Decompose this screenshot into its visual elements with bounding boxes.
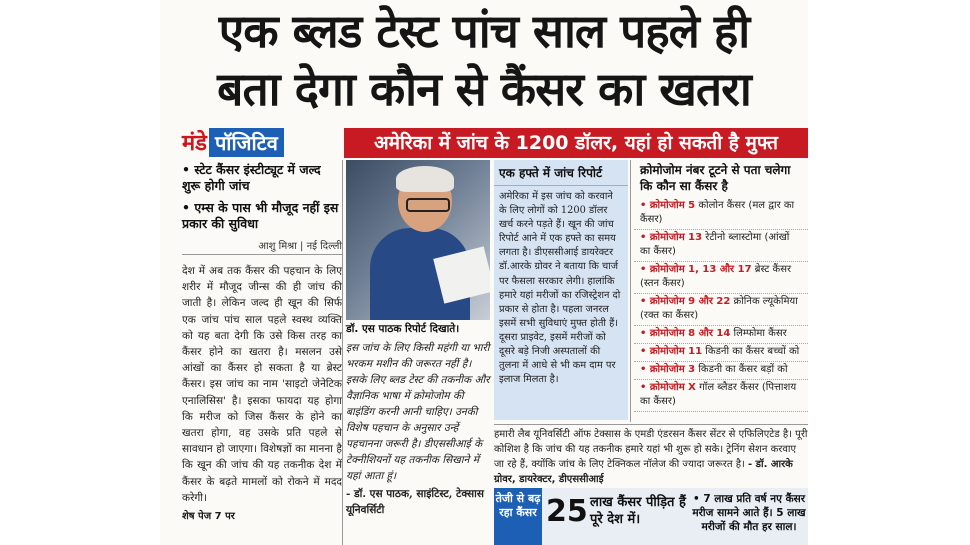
cancer-type: किडनी का कैंसर बड़ों को bbox=[698, 364, 788, 375]
left-margin bbox=[0, 0, 160, 545]
bullet-point: • स्टेट कैंसर इंस्टीट्यूट में जल्द शुरू होगी जांच bbox=[182, 162, 321, 193]
chromosome-row bbox=[634, 326, 808, 344]
report-box bbox=[494, 160, 628, 420]
chromosome-key: • क्रोमोजोम 11 bbox=[640, 346, 703, 357]
chromosome-key: • क्रोमोजोम 13 bbox=[640, 232, 703, 243]
photo-caption: डॉ. एस पाठक रिपोर्ट दिखाते। bbox=[346, 323, 460, 335]
chromosome-row bbox=[634, 380, 808, 412]
chromosome-key: • क्रोमोजोम 1, 13 और 17 bbox=[640, 264, 752, 275]
cancer-type: कोलोन कैंसर (मल द्वार का कैंसर) bbox=[640, 200, 795, 225]
report-box-text: अमेरिका में इस जांच को करवाने के लिए लोगों को 1200 डॉलर खर्च करने पड़ते हैं। खून की जांच रिपोर्ट आने में एक हफ्ते का समय लगता है। डीएससीआई डायरेक्टर डॉ.आरके ग्रोवर ने बताया कि चार्ज पर फैसला सरकार लेगी। हालांकि हमारे यहां मरीजों का रजिस्ट्रेशन दो प्रकार से होता है। पहला जनरल इसमें सभी सुविधाएं मुफ्त होती हैं। दूसरा प्राइवेट, इसमें मरीजों को दूसरे बड़े निजी अस्पतालों की तुलना में आधे से भी कम दाम पर इलाज मिलता है। bbox=[499, 191, 621, 386]
chromosome-row bbox=[634, 294, 808, 326]
doctor-photo bbox=[346, 160, 490, 320]
expert-quote bbox=[346, 340, 490, 518]
quote-signature: - डॉ. एस पाठक, साइंटिस्ट, टेक्सास यूनिवर्सिटी bbox=[346, 488, 484, 516]
headline bbox=[160, 2, 808, 118]
chromosome-key: • क्रोमोजोम 3 bbox=[640, 364, 696, 375]
report-box-title: एक हफ्ते में जांच रिपोर्ट bbox=[494, 160, 628, 186]
article-body: देश में अब तक कैंसर की पहचान के लिए शरीर में मौजूद जीन्स की ही जांच की जाती है। लेकिन जल्द ही खून की सिर्फ एक जांच पांच साल पहले स्वस्थ व्यक्ति को यह बता देगी कि उसे किस तरह का कैंसर होने का खतरा है। मसलन उसे आंखों का कैंसर हो सकता है या ब्रेस्ट कैंसर। इस जांच का नाम 'साइटो जेनेटिक एनालिसिस' है। इसका फायदा यह होगा कि मरीज को जिस कैंसर के होने का खतरा होगा, वह उसके प्रति पहले से सावधान हो जाएगा। विशेषज्ञों का मानना है कि खून की जांच की यह तकनीक देश में कैंसर के बढ़ते मामलों को रोकने में मदद करेगी। bbox=[182, 265, 342, 504]
headline-line-1: एक ब्लड टेस्ट पांच साल पहले ही bbox=[218, 4, 750, 58]
column-divider bbox=[342, 160, 343, 545]
column-divider bbox=[630, 160, 631, 422]
chromosome-row bbox=[634, 362, 808, 380]
lab-statement-signature: - डॉ. आरके ग्रोवर, डायरेक्टर, डीएससीआई bbox=[494, 459, 793, 485]
statistics-box bbox=[494, 488, 808, 545]
stat-label: तेजी से बढ़ रहा कैंसर bbox=[494, 488, 542, 545]
brand-part-1: मंडे bbox=[182, 131, 207, 156]
chromosome-row bbox=[634, 262, 808, 294]
cancer-type: क्रोनिक ल्यूकेमिया (रक्त का कैंसर) bbox=[640, 296, 798, 321]
left-column bbox=[182, 160, 342, 522]
cancer-type: किडनी का कैंसर बच्चों को bbox=[705, 346, 800, 357]
stat-text: लाख कैंसर पीड़ित हैं पूरे देश में। bbox=[590, 495, 686, 527]
chromosome-row bbox=[634, 344, 808, 362]
subheadline-banner: अमेरिका में जांच के 1200 डॉलर, यहां हो सकती है मुफ्त bbox=[344, 128, 808, 158]
chromosome-key: • क्रोमोजोम 9 और 22 bbox=[640, 296, 731, 307]
quote-text: इस जांच के लिए किसी महंगी या भारी भरकम मशीन की जरूरत नहीं है। इसके लिए ब्लड टेस्ट की तकनीक और वैज्ञानिक भाषा में क्रोमोजोम की बाइंडिंग करनी आनी चाहिए। उनकी विशेष पहचान के अनुसार उन्हें पहचानना जरूरी है। डीएससीआई के टेक्नीशियनों यह तकनीक सिखाने में यहां आता हूं। bbox=[346, 342, 490, 482]
bullet-point: • एम्स के पास भी मौजूद नहीं इस प्रकार की सुविधा bbox=[182, 200, 339, 231]
cancer-type: लिम्फोमा कैंसर bbox=[733, 328, 787, 339]
chromosome-list-title: क्रोमोजोम नंबर टूटने से पता चलेगा कि कौन सा कैंसर है bbox=[640, 163, 791, 193]
newspaper-clipping bbox=[160, 0, 808, 545]
lab-statement bbox=[494, 424, 808, 489]
chromosome-row bbox=[634, 198, 808, 230]
photo-figure-hair bbox=[396, 166, 454, 192]
byline: आशु मिश्रा | नई दिल्ली bbox=[182, 238, 342, 255]
photo-glasses bbox=[406, 198, 450, 212]
lab-statement-text: हमारी लैब यूनिवर्सिटी ऑफ टेक्सास के एमडी एंडरसन कैंसर सेंटर से एफिलिएटेड है। पूरी कोशिश है कि जांच की यह तकनीक हमारे यहां भी शुरू हो सके। ट्रेनिंग सेशन करवाए जा रहे हैं, क्योंकि जांच के लिए टेक्निकल नॉलेज की ज्यादा जरूरत है। bbox=[494, 429, 808, 470]
headline-line-2: बता देगा कौन से कैंसर का खतरा bbox=[217, 62, 751, 116]
cancer-type: रेटीनो ब्लास्टोमा (आंखों का कैंसर) bbox=[640, 232, 790, 257]
chromosome-key: • क्रोमोजोम 8 और 14 bbox=[640, 328, 731, 339]
chromosome-list bbox=[634, 160, 808, 420]
continued-note: शेष पेज 7 पर bbox=[182, 511, 235, 523]
cancer-type: ब्रेस्ट कैंसर (स्तन कैंसर) bbox=[640, 264, 792, 289]
stat-note: • 7 लाख प्रति वर्ष नए कैंसर मरीज सामने आते हैं। 5 लाख मरीजों की मौत हर साल। bbox=[692, 493, 806, 533]
cancer-type: गॉल ब्लैडर कैंसर (पित्ताशय का कैंसर) bbox=[640, 382, 797, 407]
section-brand bbox=[182, 127, 284, 157]
brand-part-2: पॉजिटिव bbox=[209, 128, 284, 157]
chromosome-key: • क्रोमोजोम X bbox=[640, 382, 696, 393]
chromosome-row bbox=[634, 230, 808, 262]
chromosome-key: • क्रोमोजोम 5 bbox=[640, 200, 696, 211]
stat-number: 25 bbox=[546, 494, 588, 529]
